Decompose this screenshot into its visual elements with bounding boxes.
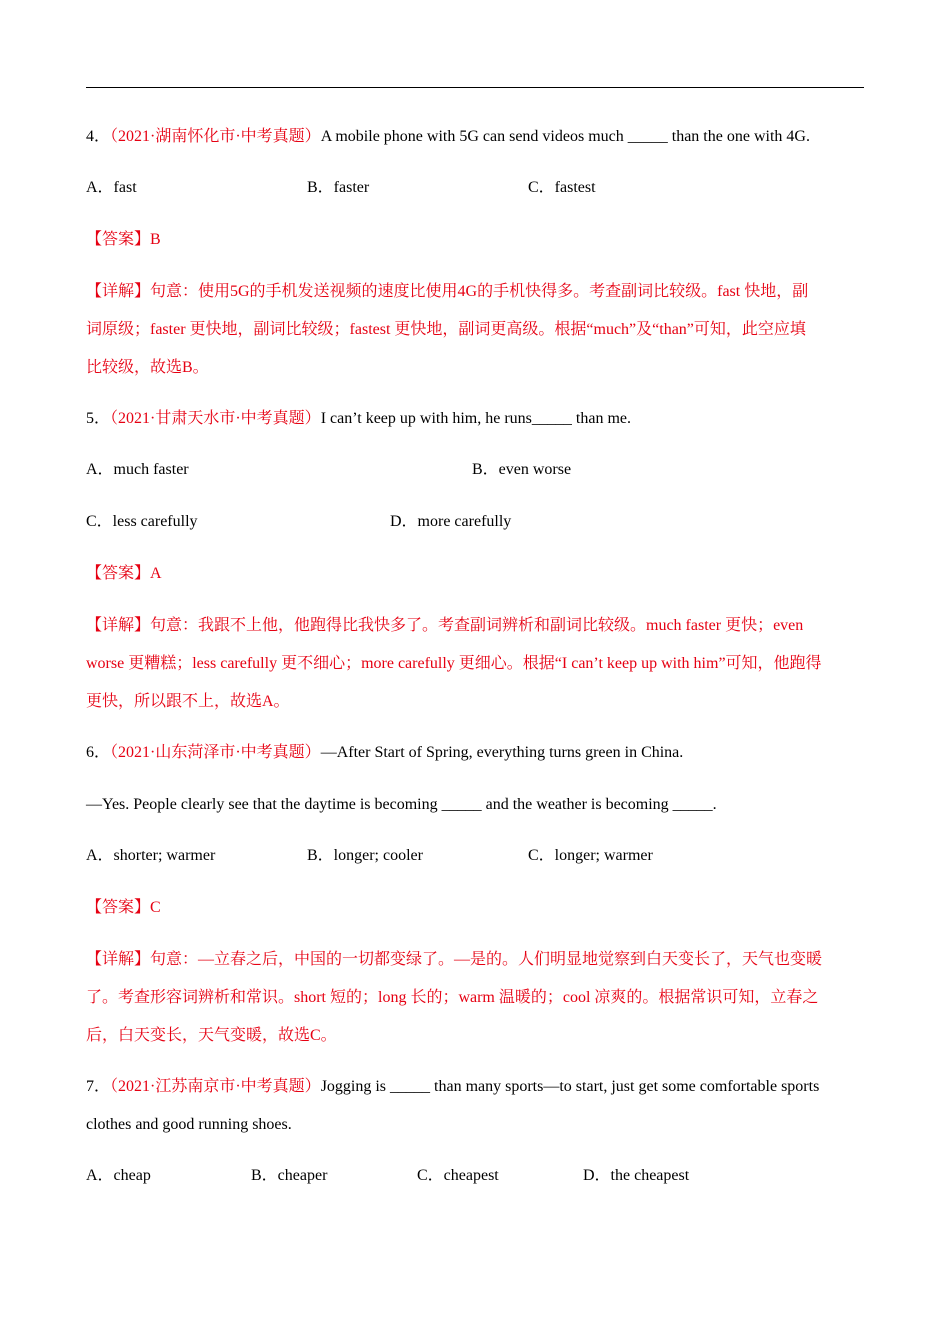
detail-line: 了。考查形容词辨析和常识。short 短的；long 长的；warm 温暖的；cool 凉爽的。根据常识可知，立春之: [86, 989, 819, 1006]
option-c: C．cheapest: [417, 1167, 499, 1184]
option-c: C．longer; warmer: [528, 847, 653, 864]
detail-line: worse 更糟糕；less carefully 更不细心；more carefully 更细心。根据“I can’t keep up with him”可知，他跑得: [86, 655, 822, 672]
option-a: A．fast: [86, 179, 137, 196]
question-source: （2021·湖南怀化市·中考真题）: [110, 128, 321, 145]
question-stem-continued: —Yes. People clearly see that the daytime is becoming _____ and the weather is becoming _____.: [86, 796, 717, 813]
option-b: B．cheaper: [251, 1167, 328, 1184]
option-c: C．fastest: [528, 179, 596, 196]
option-b: B．longer; cooler: [307, 847, 423, 864]
detail-line: 【详解】句意：使用5G的手机发送视频的速度比使用4G的手机快得多。考查副词比较级。fast 快地，副: [86, 283, 809, 300]
detail-line: 更快，所以跟不上，故选A。: [86, 693, 290, 710]
question-stem-continued: clothes and good running shoes.: [86, 1116, 292, 1133]
option-b: B．even worse: [472, 461, 572, 478]
header-rule: [86, 87, 864, 88]
option-a: A．shorter; warmer: [86, 847, 216, 864]
option-b: B．faster: [307, 179, 370, 196]
question-source: （2021·山东菏泽市·中考真题）: [110, 744, 321, 761]
detail-line: 词原级；faster 更快地，副词比较级；fastest 更快地，副词更高级。根据“much”及“than”可知，此空应填: [86, 321, 806, 338]
question-stem: Jogging is _____ than many sports—to start, just get some comfortable sports: [320, 1078, 820, 1095]
detail-line: 后，白天变长，天气变暖，故选C。: [86, 1027, 337, 1044]
question-source: （2021·江苏南京市·中考真题）: [110, 1078, 321, 1095]
question-5-stem-line: [86, 409, 631, 429]
option-d: D．the cheapest: [583, 1167, 690, 1184]
question-7-stem-line: [86, 1077, 819, 1097]
answer-label: 【答案】B: [86, 231, 161, 248]
question-stem: —After Start of Spring, everything turns green in China.: [320, 744, 684, 761]
question-number: 5．: [86, 410, 111, 427]
answer-label: 【答案】A: [86, 565, 162, 582]
detail-line: 【详解】句意：我跟不上他，他跑得比我快多了。考查副词辨析和副词比较级。much faster 更快；even: [86, 617, 804, 634]
answer-label: 【答案】C: [86, 899, 161, 916]
option-a: A．much faster: [86, 461, 189, 478]
option-a: A．cheap: [86, 1167, 151, 1184]
question-number: 4．: [86, 128, 111, 145]
option-d: D．more carefully: [390, 513, 512, 530]
question-number: 7．: [86, 1078, 111, 1095]
option-c: C．less carefully: [86, 513, 198, 530]
detail-line: 比较级，故选B。: [86, 359, 209, 376]
question-stem: I can’t keep up with him, he runs_____ than me.: [320, 410, 631, 427]
detail-line: 【详解】句意：—立春之后，中国的一切都变绿了。—是的。人们明显地觉察到白天变长了，天气也变暖: [86, 951, 823, 968]
question-source: （2021·甘肃天水市·中考真题）: [110, 410, 321, 427]
question-4-stem-line: [86, 127, 810, 147]
question-stem: A mobile phone with 5G can send videos much _____ than the one with 4G.: [320, 128, 810, 145]
question-number: 6．: [86, 744, 111, 761]
question-6-stem-line: [86, 743, 683, 763]
